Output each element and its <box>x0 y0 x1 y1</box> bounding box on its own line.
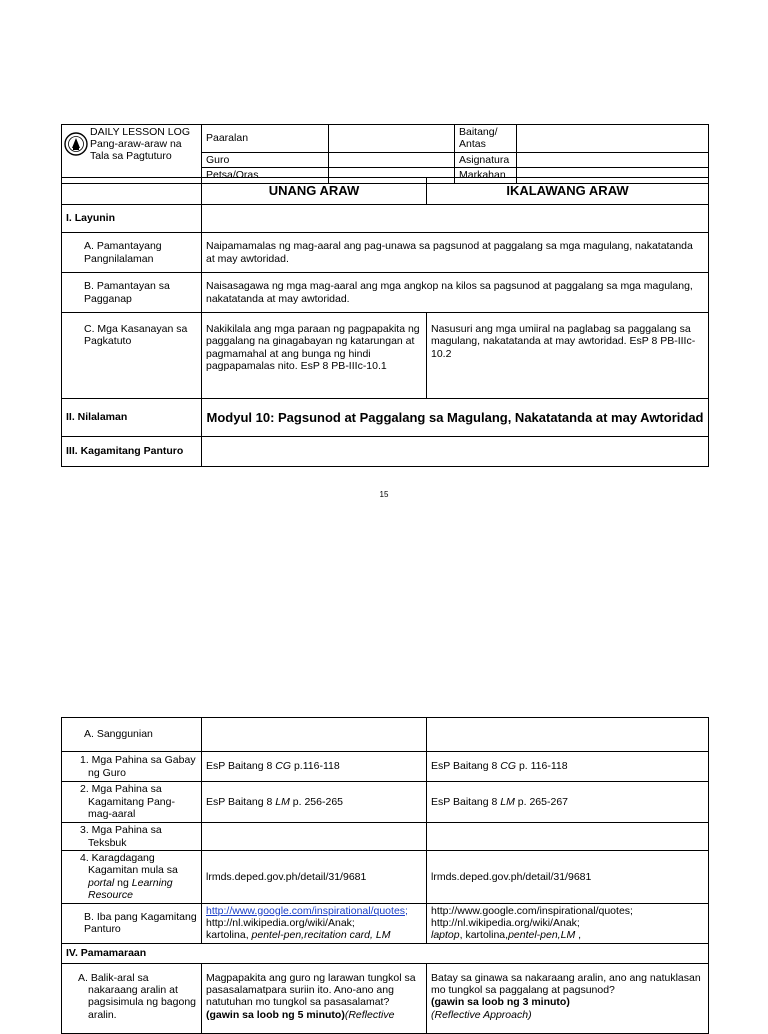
layunin-blank <box>202 205 709 233</box>
petsa-label: Petsa/Oras <box>202 168 329 183</box>
header-title-line3: Tala sa Pagtuturo <box>90 150 172 163</box>
karagdagang-kagamitan-label: 4. Karagdagang Kagamitan mula sa portal ng Learning Resource <box>62 851 202 904</box>
teksbuk-day1 <box>202 823 427 851</box>
baitang-value[interactable] <box>517 125 709 153</box>
kagamitang-pang-mag-aaral-day1: EsP Baitang 8 LM p. 256-265 <box>202 782 427 823</box>
lesson-table-bottom <box>61 717 709 1034</box>
baitang-label: Baitang/ Antas <box>455 125 517 153</box>
header-title-line1: DAILY LESSON LOG <box>90 126 190 138</box>
page-number: 15 <box>379 490 389 499</box>
pamamaraan-label: IV. Pamamaraan <box>62 943 709 963</box>
gabay-guro-day2: EsP Baitang 8 CG p. 116-118 <box>427 752 709 782</box>
pamantayang-pangnilalaman-label: A. Pamantayang Pangnilalaman <box>62 233 202 273</box>
iba-pang-kagamitan-day2: http://www.google.com/inspirational/quotes; http://nl.wikipedia.org/wiki/Anak; laptop, kartolina,pentel-pen,LM , <box>427 903 709 943</box>
ikalawang-araw-heading: IKALAWANG ARAW <box>427 178 709 205</box>
header-table <box>61 124 709 184</box>
layunin-label: I. Layunin <box>62 205 202 233</box>
markahan-label: Markahan <box>455 168 517 183</box>
guro-label: Guro <box>202 152 329 167</box>
guro-value[interactable] <box>329 152 455 167</box>
teksbuk-day2 <box>427 823 709 851</box>
nilalaman-label: II. Nilalaman <box>62 399 202 437</box>
teksbuk-label: 3. Mga Pahina sa Teksbuk <box>62 823 202 851</box>
deped-seal-icon <box>64 129 88 162</box>
kagamitang-pang-mag-aaral-day2: EsP Baitang 8 LM p. 265-267 <box>427 782 709 823</box>
karagdagang-kagamitan-day2: lrmds.deped.gov.ph/detail/31/9681 <box>427 851 709 904</box>
gabay-guro-label: 1. Mga Pahina sa Gabay ng Guro <box>62 752 202 782</box>
balik-aral-day2: Batay sa ginawa sa nakaraang aralin, ano ang natuklasan mo tungkol sa paggalang at pagsunod? (gawin sa loob ng 3 minuto) (Reflective Approach) <box>427 963 709 1033</box>
google-quotes-link[interactable]: http://www.google.com/inspirational/quotes; <box>206 904 408 917</box>
sanggunian-day1 <box>202 718 427 752</box>
kagamitan-blank <box>202 437 709 467</box>
sanggunian-label: A. Sanggunian <box>62 718 202 752</box>
paaralan-label: Paaralan <box>202 125 329 153</box>
karagdagang-kagamitan-day1: lrmds.deped.gov.ph/detail/31/9681 <box>202 851 427 904</box>
kasanayan-label: C. Mga Kasanayan sa Pagkatuto <box>62 313 202 399</box>
kasanayan-day1: Nakikilala ang mga paraan ng pagpapakita ng paggalang na ginagabayan ng katarungan at pagmamahal at ang bunga ng hindi pagpapamalas nito. EsP 8 PB-IIIc-10.1 <box>202 313 427 399</box>
header-title-line2: Pang-araw-araw na <box>90 138 182 151</box>
iba-pang-kagamitan-day1: http://www.google.com/inspirational/quotes; http://nl.wikipedia.org/wiki/Anak; kartolina, pentel-pen,recitation card, LM <box>202 903 427 943</box>
balik-aral-day1: Magpapakita ang guro ng larawan tungkol sa pasasalamatpara suriin ito. Ano-ano ang natutuhan mo tungkol sa pasasalamat? (gawin sa loob ng 5 minuto)(Reflective <box>202 963 427 1033</box>
sanggunian-day2 <box>427 718 709 752</box>
lesson-table-top <box>61 177 709 467</box>
unang-araw-heading: UNANG ARAW <box>202 178 427 205</box>
pamantayan-pagganap-text: Naisasagawa ng mga mag-aaral ang mga angkop na kilos sa pagsunod at paggalang sa mga magulang, nakatatanda at may awtoridad. <box>202 273 709 313</box>
gabay-guro-day1: EsP Baitang 8 CG p.116-118 <box>202 752 427 782</box>
pamantayan-pagganap-label: B. Pamantayan sa Pagganap <box>62 273 202 313</box>
module-title: Modyul 10: Pagsunod at Paggalang sa Magulang, Nakatatanda at may Awtoridad <box>202 399 709 437</box>
asignatura-value[interactable] <box>517 152 709 167</box>
kagamitang-pang-mag-aaral-label: 2. Mga Pahina sa Kagamitang Pang-mag-aaral <box>62 782 202 823</box>
deped-logo-cell <box>62 125 202 184</box>
blank-corner-cell <box>62 178 202 205</box>
balik-aral-label: A. Balik-aral sa nakaraang aralin at pagsisimula ng bagong aralin. <box>62 963 202 1033</box>
asignatura-label: Asignatura <box>455 152 517 167</box>
pamantayang-pangnilalaman-text: Naipamamalas ng mag-aaral ang pag-unawa sa pagsunod at paggalang sa mga magulang, nakatatanda at may awtoridad. <box>202 233 709 273</box>
kasanayan-day2: Nasusuri ang mga umiiral na paglabag sa paggalang sa magulang, nakatatanda at may awtoridad. EsP 8 PB-IIIc-10.2 <box>427 313 709 399</box>
kagamitan-label: III. Kagamitang Panturo <box>62 437 202 467</box>
iba-pang-kagamitan-label: B. Iba pang Kagamitang Panturo <box>62 903 202 943</box>
paaralan-value[interactable] <box>329 125 455 153</box>
